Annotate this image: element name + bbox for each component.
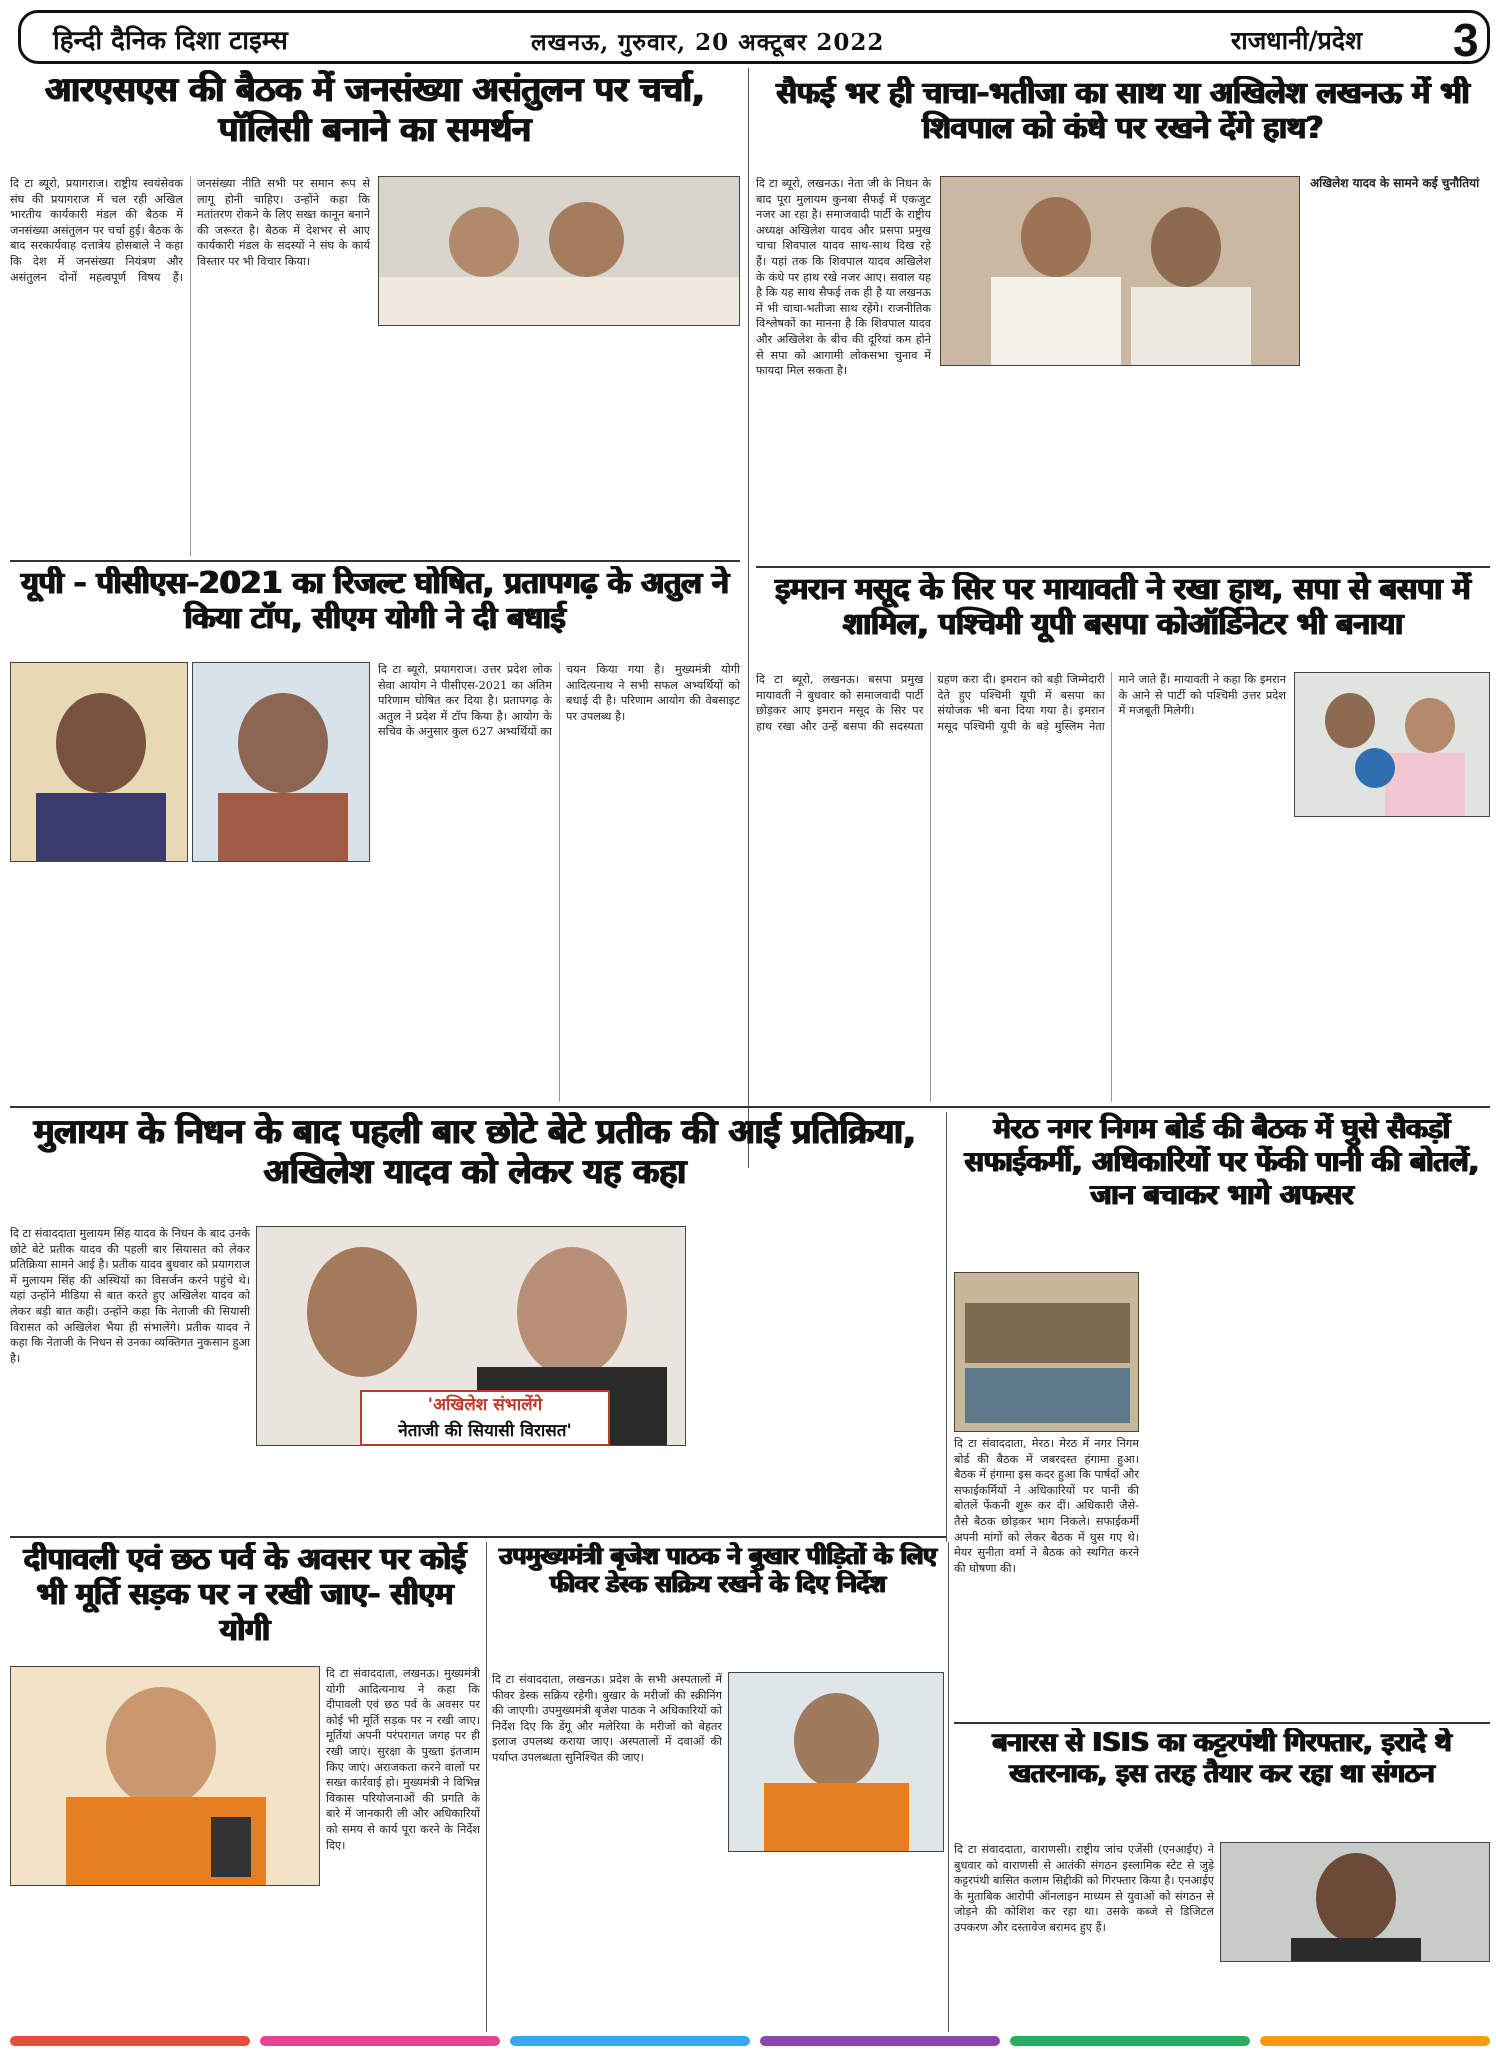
isis-body: दि टा संवाददाता, वाराणसी। राष्ट्रीय जांच एजेंसी (एनआईए) ने बुधवार को वाराणसी से आतंकी संगठन इस्लामिक स्टेट से जुड़े कट्टरपंथी बासित कलाम सिद्दीकी को गिरफ्तार किया है। एनआईए के मुताबिक आरोपी ऑनलाइन माध्यम से युवाओं को संगठन से जोड़ने की कोशिश कर रहा था। उसके कब्जे से डिजिटल उपकरण और दस्तावेज बरामद हुए हैं। — [954, 1843, 1214, 1934]
accused-photo — [1220, 1842, 1490, 1962]
topper-photo-1 — [10, 662, 188, 862]
rss-meeting-photo — [378, 176, 740, 326]
prateek-body-footer — [10, 1462, 940, 1530]
pcs-headline: यूपी - पीसीएस-2021 का रिजल्ट घोषित, प्रतापगढ़ के अतुल ने किया टॉप, सीएम योगी ने दी बधाई — [21, 566, 729, 637]
pcs-body-continued — [10, 866, 370, 1102]
imran-headline: इमरान मसूद के सिर पर मायावती ने रखा हाथ, सपा से बसपा में शामिल, पश्चिमी यूपी बसपा कोऑर्डिनेटर भी बनाया — [775, 572, 1471, 643]
page-number: 3 — [1453, 14, 1479, 64]
rule — [756, 566, 1490, 568]
yogi-photo — [10, 1666, 320, 1886]
pcs-body: दि टा ब्यूरो, प्रयागराज। उत्तर प्रदेश लोक सेवा आयोग ने पीसीएस-2021 का अंतिम परिणाम घोषित कर दिया है। प्रतापगढ़ के अतुल ने प्रदेश में टॉप किया है। आयोग के सचिव के अनुसार कुल 627 अभ्यर्थियों का चयन किया गया है। मुख्यमंत्री योगी आदित्यनाथ ने सभी सफल अभ्यर्थियों को बधाई दी है। परिणाम आयोग की वेबसाइट पर उपलब्ध है। — [378, 663, 740, 739]
akhilesh-subhead: अखिलेश यादव के सामने कई चुनौतियां — [1310, 176, 1480, 190]
section-name: राजधानी/प्रदेश — [1231, 26, 1363, 55]
akhilesh-sidebar — [1310, 176, 1490, 560]
akhilesh-body-continued — [940, 372, 1300, 560]
meerut-body-continued — [1146, 1272, 1490, 1718]
caption-line-2: नेताजी की सियासी विरासत' — [398, 1421, 572, 1441]
rss-headline: आरएसएस की बैठक में जनसंख्या असंतुलन पर चर्चा, पॉलिसी बनाने का समर्थन — [45, 70, 705, 151]
isis-body-continued — [1220, 1966, 1490, 2030]
yogi-body: दि टा संवाददाता, लखनऊ। मुख्यमंत्री योगी आदित्यनाथ ने कहा कि दीपावली एवं छठ पर्व के अवसर पर कोई भी मूर्ति सड़क पर न रखी जाए। मूर्तियां अपनी परंपरागत जगह पर ही रखी जाएं। सुरक्षा के पुख्ता इंतजाम किए जाएं। अराजकता करने वालों पर सख्त कार्रवाई हो। मुख्यमंत्री ने विभिन्न विकास परियोजनाओं की प्रगति के बारे में जानकारी ली और अधिकारियों को समय से कार्य पूरा करने के निर्देश दिए। — [326, 1667, 480, 1852]
prateek-body-continued — [692, 1226, 940, 1456]
akhilesh-body: दि टा ब्यूरो, लखनऊ। नेता जी के निधन के बाद पूरा मुलायम कुनबा सैफई में एकजुट नजर आ रहा है। समाजवादी पार्टी के राष्ट्रीय अध्यक्ष अखिलेश यादव और प्रसपा प्रमुख चाचा शिवपाल यादव साथ-साथ दिख रहे हैं। यहां तक कि शिवपाल यादव अखिलेश के कंधे पर हाथ रखे नजर आए। सवाल यह है कि यह साथ सैफई तक ही है या लखनऊ में भी चाचा-भतीजा साथ रहेंगे। राजनीतिक विश्लेषकों का मानना है कि शिवपाल यादव और अखिलेश के बीच की दूरियां कम होने से सपा को आगामी लोकसभा चुनाव में फायदा मिल सकता है। — [756, 177, 931, 378]
meerut-headline: मेरठ नगर निगम बोर्ड की बैठक में घुसे सैकड़ों सफाईकर्मी, अधिकारियों पर फेंकी पानी की बोतलें, जान बचाकर भागे अफसर — [964, 1112, 1480, 1212]
footer-bar — [260, 2036, 500, 2046]
footer-bar — [1260, 2036, 1490, 2046]
meerut-photo — [954, 1272, 1139, 1432]
column-divider — [946, 1112, 947, 1542]
paper-name: हिन्दी दैनिक दिशा टाइम्स — [53, 26, 288, 56]
dateline: लखनऊ, गुरुवार, 20 अक्टूबर 2022 — [531, 29, 885, 56]
pathak-body: दि टा संवाददाता, लखनऊ। प्रदेश के सभी अस्पतालों में फीवर डेस्क सक्रिय रहेगी। बुखार के मरीजों की स्क्रीनिंग की जाएगी। उपमुख्यमंत्री बृजेश पाठक ने अधिकारियों को निर्देश दिए कि डेंगू और मलेरिया के मरीजों को बेहतर इलाज उपलब्ध कराया जाए। अस्पतालों में दवाओं की पर्याप्त उपलब्धता सुनिश्चित की जाए। — [492, 1673, 722, 1764]
footer-bar — [760, 2036, 1000, 2046]
prateek-headline: मुलायम के निधन के बाद पहली बार छोटे बेटे प्रतीक की आई प्रतिक्रिया, अखिलेश यादव को लेकर यह कहा — [34, 1112, 916, 1193]
isis-headline: बनारस से ISIS का कट्टरपंथी गिरफ्तार, इरादे थे खतरनाक, इस तरह तैयार कर रहा था संगठन — [992, 1728, 1452, 1789]
column-divider — [748, 68, 749, 1168]
rss-body-continued — [378, 332, 740, 556]
column-divider — [486, 1542, 487, 2032]
rule — [10, 1106, 1490, 1108]
prateek-body: दि टा संवाददाता मुलायम सिंह यादव के निधन के बाद उनके छोटे बेटे प्रतीक यादव की पहली बार सियासत को लेकर प्रतिक्रिया सामने आई है। प्रतीक यादव बुधवार को प्रयागराज में मुलायम सिंह की अस्थियों का विसर्जन करने पहुंचे थे। यहां उन्होंने मीडिया से बात करते हुए अखिलेश यादव को लेकर बड़ी बात कही। उन्होंने कहा कि नेताजी की सियासी विरासत को अखिलेश भैया ही संभालेंगे। प्रतीक यादव ने कहा कि नेताजी के निधन से उनका व्यक्तिगत नुकसान हुआ है। — [10, 1227, 250, 1365]
rss-body: दि टा ब्यूरो, प्रयागराज। राष्ट्रीय स्वयंसेवक संघ की प्रयागराज में चल रही अखिल भारतीय कार्यकारी मंडल की बैठक में जनसंख्या असंतुलन पर चर्चा हुई। बैठक के बाद सरकार्यवाह दत्तात्रेय होसबाले ने कहा कि देश में जनसंख्या नियंत्रण और असंतुलन दोनों महत्वपूर्ण विषय हैं। जनसंख्या नीति सभी पर समान रूप से लागू होनी चाहिए। उन्होंने कहा कि मतांतरण रोकने के लिए सख्त कानून बनाने की जरूरत है। बैठक में देशभर से आए कार्यकारी मंडल के सदस्यों ने संघ के कार्य विस्तार पर भी विचार किया। — [10, 177, 370, 284]
footer-bar — [1010, 2036, 1250, 2046]
yogi-body-continued — [10, 1890, 480, 2030]
pathak-headline: उपमुख्यमंत्री बृजेश पाठक ने बुखार पीड़ितों के लिए फीवर डेस्क सक्रिय रखने के दिए निर्देश — [499, 1542, 937, 1599]
topper-photo-2 — [192, 662, 370, 862]
caption-line-1: 'अखिलेश संभालेंगे — [427, 1395, 543, 1415]
rule — [10, 1536, 946, 1538]
mayawati-imran-photo — [1294, 672, 1490, 817]
column-divider — [948, 1542, 949, 2032]
imran-body-continued — [1294, 822, 1490, 1102]
footer-bar — [10, 2036, 250, 2046]
pathak-body-continued — [492, 1886, 944, 2030]
pathak-photo — [728, 1672, 944, 1852]
imran-body: दि टा ब्यूरो, लखनऊ। बसपा प्रमुख मायावती ने बुधवार को समाजवादी पार्टी छोड़कर आए इमरान मसूद के सिर पर हाथ रखा और उन्हें बसपा की सदस्यता ग्रहण करा दी। इमरान को बड़ी जिम्मेदारी देते हुए पश्चिमी यूपी में बसपा का संयोजक भी बना दिया गया है। इमरान मसूद पश्चिमी यूपी के बड़े मुस्लिम नेता माने जाते हैं। मायावती ने कहा कि इमरान के आने से पार्टी को पश्चिमी उत्तर प्रदेश में मजबूती मिलेगी। — [756, 673, 1286, 733]
footer-bar — [510, 2036, 750, 2046]
masthead — [18, 10, 1490, 64]
meerut-body: दि टा संवाददाता, मेरठ। मेरठ में नगर निगम बोर्ड की बैठक में जबरदस्त हंगामा हुआ। बैठक में हंगामा इस कदर हुआ कि पार्षदों और सफाईकर्मियों ने अधिकारियों पर पानी की बोतलें फेंकनी शुरू कर दीं। अधिकारी जैसे-तैसे बैठक छोड़कर भाग निकले। सफाईकर्मी अपनी मांगों को लेकर बैठक में घुस गए थे। मेयर सुनीता वर्मा ने बैठक को स्थगित करने की घोषणा की। — [954, 1437, 1139, 1575]
rule — [954, 1722, 1490, 1724]
prateek-caption — [360, 1390, 610, 1446]
akhilesh-shivpal-photo — [940, 176, 1300, 366]
yogi-headline: दीपावली एवं छठ पर्व के अवसर पर कोई भी मूर्ति सड़क पर न रखी जाए- सीएम योगी — [24, 1542, 466, 1648]
rule — [10, 560, 740, 562]
akhilesh-headline: सैफई भर ही चाचा-भतीजा का साथ या अखिलेश लखनऊ में भी शिवपाल को कंधे पर रखने देंगे हाथ? — [776, 76, 1470, 147]
